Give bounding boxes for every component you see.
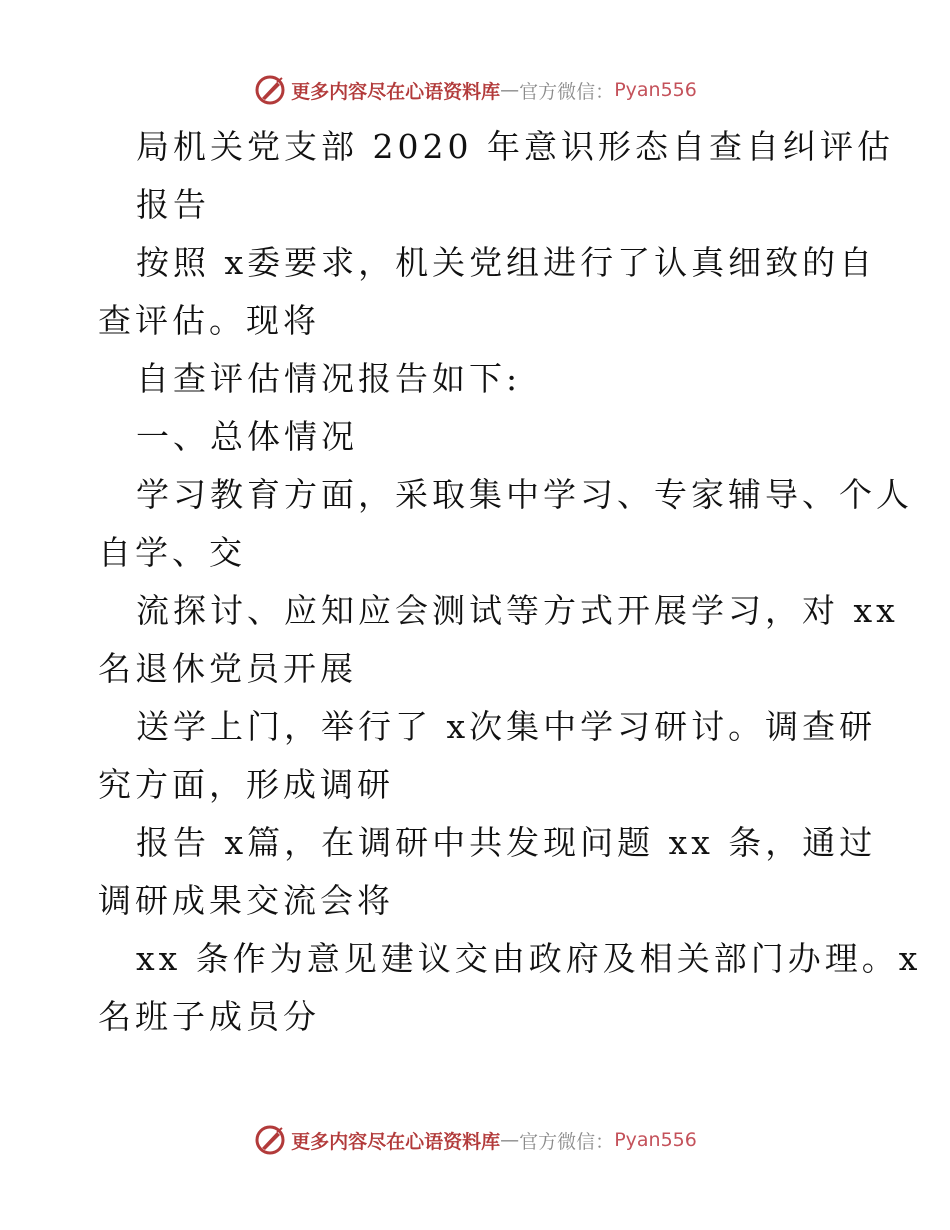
footer-banner: [0, 1120, 950, 1160]
paragraph-line: 名退休党员开展: [98, 649, 357, 688]
section-heading: 一、总体情况: [136, 417, 358, 456]
footer-banner-main-text: 更多内容尽在心语资料库: [291, 1130, 501, 1153]
quill-seal-icon: [253, 1123, 287, 1157]
paragraph-line: 报告 x篇，在调研中共发现问题 xx 条，通过: [136, 823, 877, 862]
header-banner-main-text: 更多内容尽在心语资料库: [291, 80, 501, 103]
paragraph-line: 流探讨、应知应会测试等方式开展学习，对 xx: [136, 591, 899, 630]
header-banner-dash: —: [500, 79, 520, 101]
paragraph-line: 自学、交: [98, 533, 246, 572]
paragraph-line: 名班子成员分: [98, 997, 320, 1036]
paragraph-line: 自查评估情况报告如下:: [136, 359, 522, 398]
paragraph-line: 送学上门，举行了 x次集中学习研讨。调查研: [136, 707, 877, 746]
document-title-line-2: 报告: [136, 185, 210, 224]
footer-banner-dash: —: [500, 1129, 520, 1151]
header-banner: [0, 70, 950, 110]
paragraph-line: 究方面，形成调研: [98, 765, 394, 804]
paragraph-line: xx 条作为意见建议交由政府及相关部门办理。x: [136, 939, 922, 978]
document-title-line-1: 局机关党支部 2020 年意识形态自查自纠评估: [136, 127, 894, 166]
header-banner-id: Pyan556: [614, 79, 697, 101]
quill-seal-icon: [253, 73, 287, 107]
paragraph-line: 学习教育方面，采取集中学习、专家辅导、个人: [136, 475, 913, 514]
paragraph-line: 按照 x委要求，机关党组进行了认真细致的自: [136, 243, 877, 282]
paragraph-line: 调研成果交流会将: [98, 881, 394, 920]
footer-banner-label: 官方微信：: [519, 1130, 615, 1153]
footer-banner-id: Pyan556: [614, 1129, 697, 1151]
paragraph-line: 查评估。现将: [98, 301, 320, 340]
header-banner-label: 官方微信：: [519, 80, 615, 103]
